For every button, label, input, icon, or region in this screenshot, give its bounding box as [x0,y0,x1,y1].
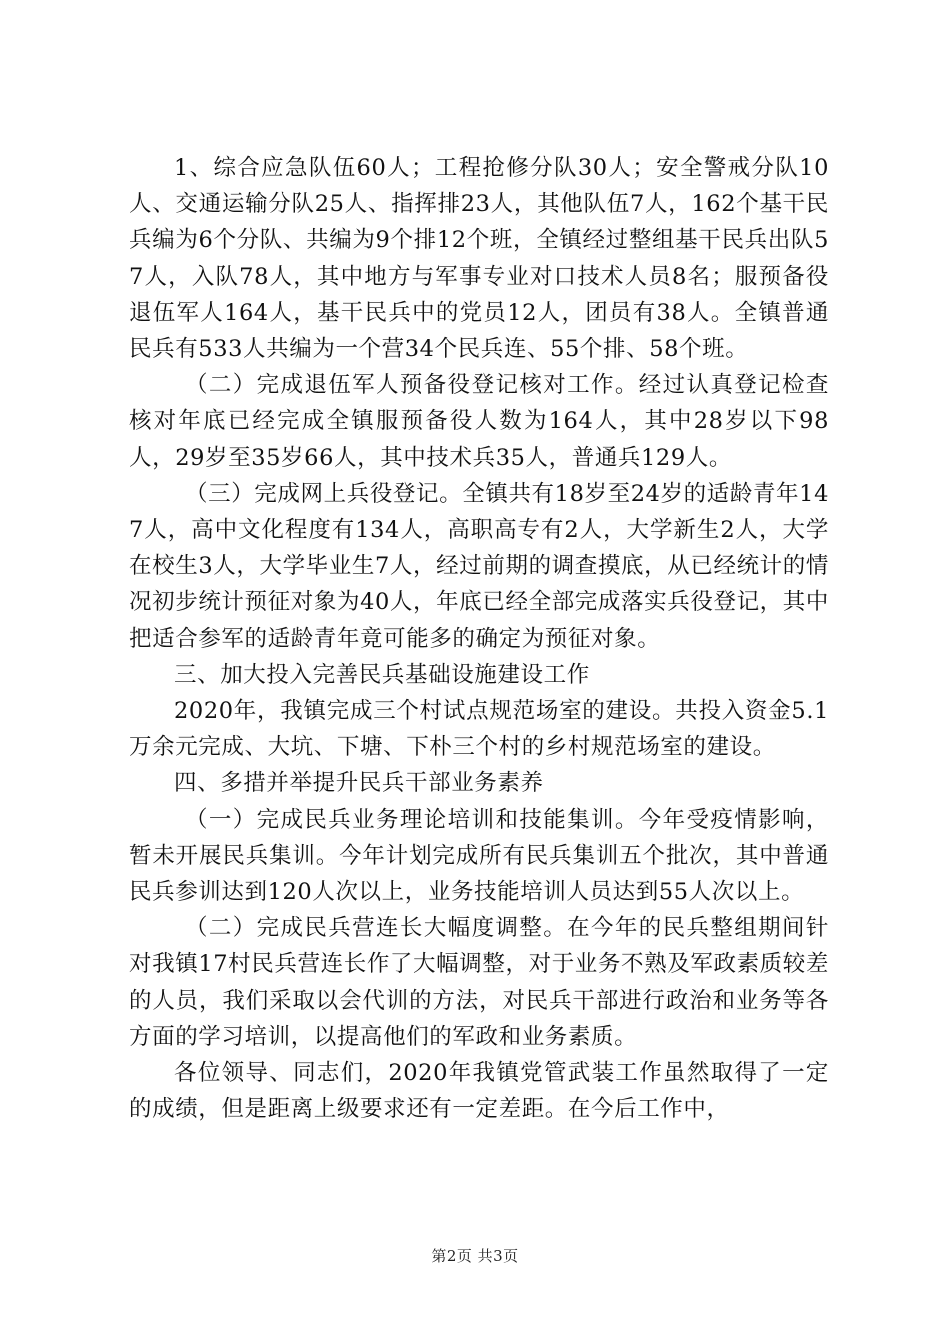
paragraph-reserve-registration: （二）完成退伍军人预备役登记核对工作。经过认真登记检查核对年底已经完成全镇服预备役人数为164人，其中28岁以下98人，29岁至35岁66人，其中技术兵35人，普通兵129人。 [129,372,829,471]
paragraph-closing-remarks: 各位领导、同志们，2020年我镇党管武装工作虽然取得了一定的成绩，但是距离上级要求还有一定差距。在今后工作中， [129,1060,829,1123]
paragraph-militia-composition: 1、综合应急队伍60人；工程抢修分队30人；安全警戒分队10人、交通运输分队25人、指挥排23人，其他队伍7人，162个基干民兵编为6个分队、共编为9个排12个班，全镇经过整组基干民兵出队57人，入队78人，其中地方与军事专业对口技术人员8名；服预备役退伍军人164人，基干民兵中的党员12人，团员有38人。全镇普通民兵有533人共编为一个营34个民兵连、55个排、58个班。 [129,155,829,363]
section-heading-four: 四、多措并举提升民兵干部业务素养 [174,770,544,797]
section-heading-three: 三、加大投入完善民兵基础设施建设工作 [174,661,590,688]
document-body [129,150,829,1127]
paragraph-theory-training: （一）完成民兵业务理论培训和技能集训。今年受疫情影响，暂未开展民兵集训。今年计划完成所有民兵集训五个批次，其中普通民兵参训达到120人次以上，业务技能培训人员达到55人次以上。 [129,806,829,906]
paragraph-online-registration: （三）完成网上兵役登记。全镇共有18岁至24岁的适龄青年147人，高中文化程度有134人，高职高专有2人，大学新生2人，大学在校生3人，大学毕业生7人，经过前期的调查摸底，从已经统计的情况初步统计预征对象为40人，年底已经全部完成落实兵役登记，其中把适合参军的适龄青年竟可能多的确定为预征对象。 [129,480,829,652]
paragraph-facilities: 2020年，我镇完成三个村试点规范场室的建设。共投入资金5.1万余元完成、大坑、下塘、下朴三个村的乡村规范场室的建设。 [129,698,829,761]
page-footer: 第2页 共3页 [431,1247,519,1265]
paragraph-commander-adjustment: （二）完成民兵营连长大幅度调整。在今年的民兵整组期间针对我镇17村民兵营连长作了大幅调整，对于业务不熟及军政素质较差的人员，我们采取以会代训的方法，对民兵干部进行政治和业务等各方面的学习培训，以提高他们的军政和业务素质。 [129,915,829,1050]
